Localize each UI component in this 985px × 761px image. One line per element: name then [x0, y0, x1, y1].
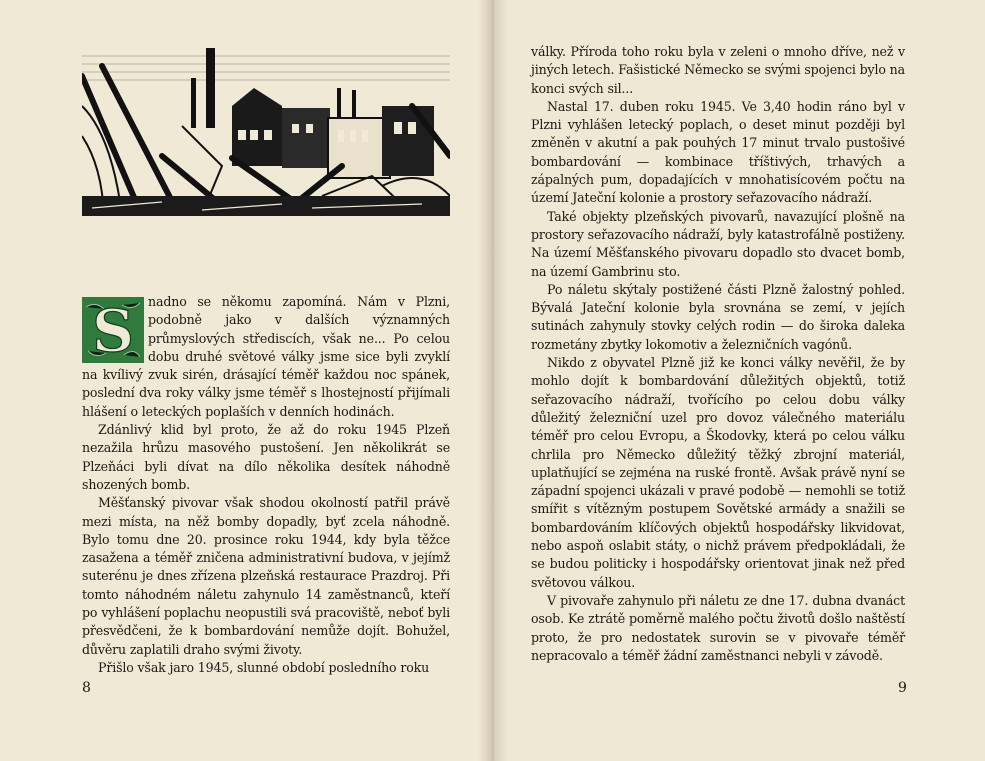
right-page — [493, 0, 985, 761]
paragraph: Také objekty plzeňských pivovarů, navazující plošně na prostory seřazovacího nádraží, byly katastrofálně postiženy. Na území Měšťanského pivovaru dopadlo sto dvacet bomb, na území Gambrinu sto. — [531, 208, 905, 279]
paragraph: V pivovaře zahynulo při náletu ze dne 17. dubna dvanáct osob. Ke ztrátě poměrně malého počtu životů došlo naštěstí proto, že pro nedostatek surovin se v pivovaře téměř nepracovalo a téměř žádní zaměstnanci nebyli v závodě. — [531, 592, 905, 663]
paragraph: Po náletu skýtaly postižené části Plzně žalostný pohled. Bývalá Jateční kolonie byla srovnána se zemí, v jejích sutinách zahynuly stovky celých rodin — do široka daleka rozmetány zbytky lokomotiv a železničních vagónů. — [531, 281, 905, 352]
paragraph-text: nadno se někomu zapomíná. Nám v Plzni, podobně jako v dalších významných průmyslových střediscích, však ne... Po celou dobu druhé světové války jsme sice byli zvyklí na kvílivý zvuk sirén, drásající téměř každou noc spánek, poslední dva roky války jsme téměř s lhostejností přijímali hlášení o leteckých poplaších v denních hodinách. — [82, 294, 450, 419]
left-text-column — [82, 293, 450, 677]
paragraph: Nastal 17. duben roku 1945. Ve 3,40 hodin ráno byl v Plzni vyhlášen letecký poplach, o deset minut později byl změněn v akutní a pak pouhých 17 minut trvalo pustošivé bombardování — kombinace tříštivých, trhavých a zápalných pum, dopadajících v mnohatisícovém počtu na území Jateční kolonie a prostory seřazovacího nádraží. — [531, 98, 905, 206]
page-number-right: 9 — [898, 680, 907, 696]
dropcap-s-icon — [82, 297, 144, 363]
paragraph — [82, 293, 450, 421]
right-text-column — [531, 43, 905, 665]
paragraph: války. Příroda toho roku byla v zeleni o mnoho dříve, než v jiných letech. Fašistické Německo se svými spojenci bylo na konci svých sil... — [531, 44, 906, 96]
paragraph: Zdánlivý klid byl proto, že až do roku 1945 Plzeň nezažila hrůzu masového pustošení. Jen několikrát se Plzeňáci byli dívat na dílo několika desítek náhodně shozených bomb. — [82, 422, 450, 492]
paragraph: Přišlo však jaro 1945, slunné období posledního roku — [98, 659, 430, 675]
left-page — [0, 0, 492, 761]
dropcap-letter: S — [92, 297, 134, 363]
paragraph: Nikdo z obyvatel Plzně již ke konci války nevěřil, že by mohlo dojít k bombardování důležitých objektů, totiž seřazovacího nádraží, tvořícího po celou dobu války důležitý železniční uzel pro dovoz válečného materiálu téměř pro celou Evropu, a Škodovky, která po celou válku chrlila pro Německo důležitý těžký zbrojní materiál, uplatňující se zejména na ruské frontě. Avšak právě nyní se západní spojenci ukázali v pravé podobě — nemohli se totiž smířit s vítězným postupem Sovětské armády a snažili se bombardováním klíčových objektů hospodářsky likvidovat, nebo aspoň oslabit státy, o nichž právem předpokládali, že se budou politicky i hospodářsky orientovat jinak než před světovou válkou. — [531, 355, 905, 590]
page-number-left: 8 — [82, 680, 91, 696]
woodcut-town-icon — [82, 46, 450, 216]
paragraph: Měšťanský pivovar však shodou okolností patřil právě mezi místa, na něž bomby dopadly, byť zcela náhodně. Bylo tomu dne 20. prosince roku 1944, kdy byla těžce zasažena a téměř zničena administrativní budova, v jejímž suterénu je dnes zřízena plzeňská restaurace Prazdroj. Při tomto náhodném náletu zahynulo 14 zaměstnanců, kteří po vyhlášení poplachu neopustili svá pracoviště, neboť byli přesvědčeni, že k bombardování nemůže dojít. Bohužel, důvěru zaplatili draho svými životy. — [82, 495, 450, 657]
